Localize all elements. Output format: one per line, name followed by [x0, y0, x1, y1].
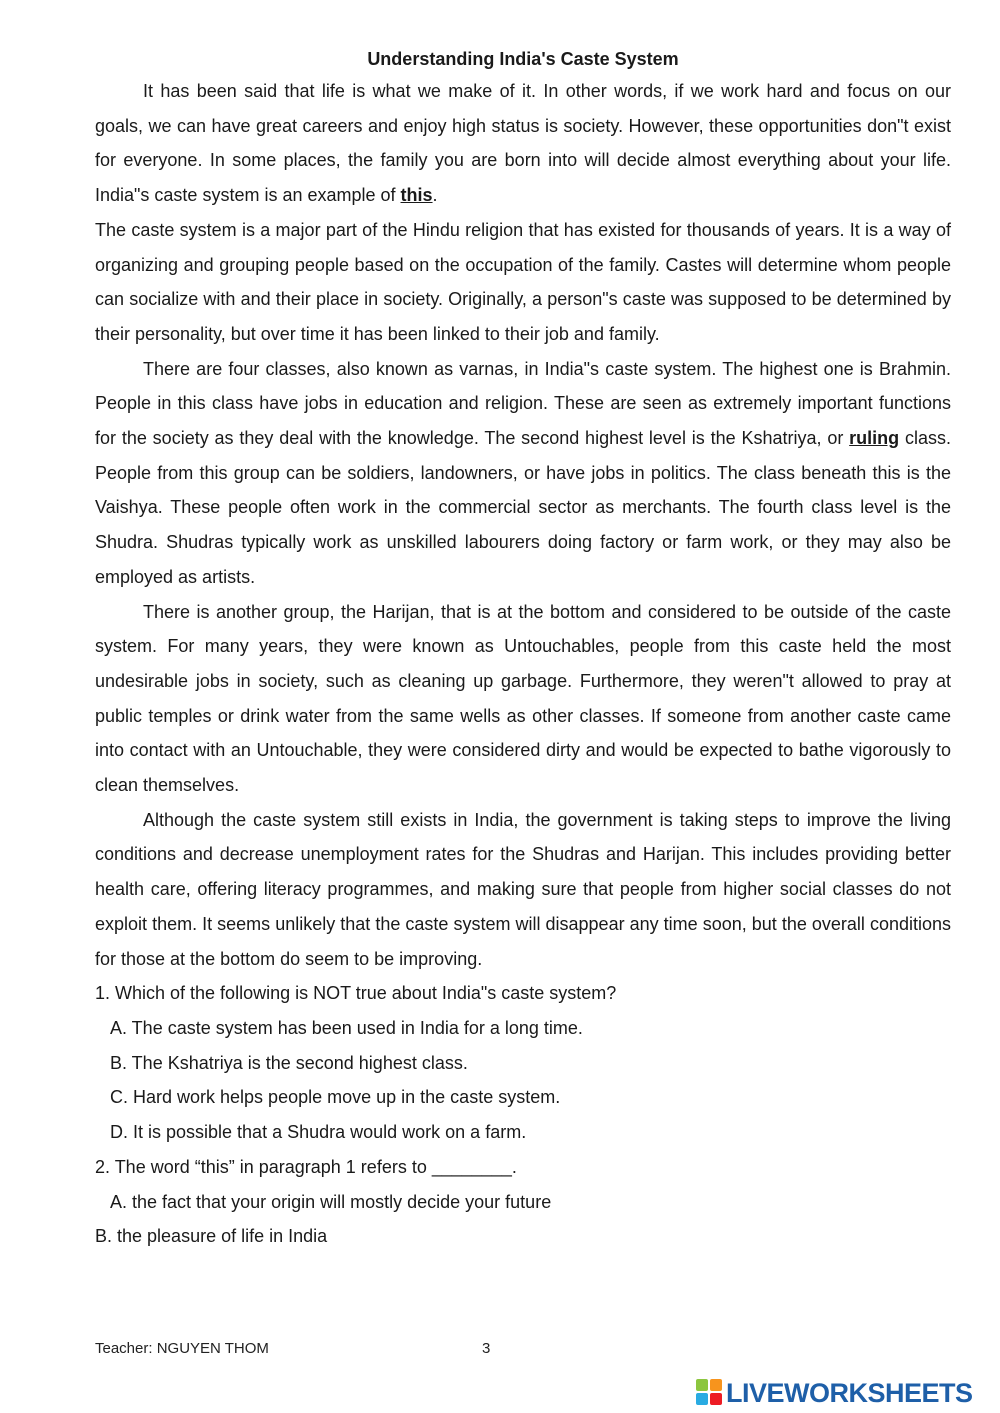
question-1-prompt: 1. Which of the following is NOT true about India"s caste system? [95, 983, 617, 1004]
page-number: 3 [482, 1340, 491, 1357]
worksheet-page [95, 44, 951, 1254]
paragraph-4: There is another group, the Harijan, that is at the bottom and considered to be outside of the caste system. For many years, they were known as Untouchables, people from this caste held the most undesirable jobs in society, such as cleaning up garbage. Furthermore, they weren"t allowed to pray at public temples or drink water from the same wells as other classes. If someone from another caste came into contact with an Untouchable, they were considered dirty and would be expected to bathe vigorously to clean themselves. [95, 601, 951, 796]
paragraph-3-text-after: class. People from this group can be soldiers, landowners, or have jobs in politics. The class beneath this is the Vaishya. These people often work in the commercial sector as merchants. The fourth class level is the Shudra. Shudras typically work as unskilled labourers doing factory or farm work, or they may also be employed as artists. [95, 428, 951, 587]
liveworksheets-wordmark: LIVEWORKSHEETS [726, 1377, 973, 1408]
footer-teacher: Teacher: NGUYEN THOM [95, 1340, 269, 1357]
question-2-option-a[interactable]: A. the fact that your origin will mostly decide your future [110, 1191, 552, 1212]
paragraph-1 [95, 74, 951, 213]
paragraph-2: The caste system is a major part of the Hindu religion that has existed for thousands of years. It is a way of organizing and grouping people based on the occupation of the family. Castes will determine whom people can socialize with and their place in society. Originally, a person"s caste was supposed to be determined by their personality, but over time it has been linked to their job and family. [95, 219, 951, 344]
keyword-this: this [400, 185, 433, 206]
paragraph-5: Although the caste system still exists in India, the government is taking steps to improve the living conditions and decrease unemployment rates for the Shudras and Harijan. This includes providing better health care, offering literacy programmes, and making sure that people from higher social classes do not exploit them. It seems unlikely that the caste system will disappear any time soon, but the overall conditions for those at the bottom do seem to be improving. [95, 809, 951, 969]
paragraph-3-text-before: There are four classes, also known as varnas, in India"s caste system. The highest one is Brahmin. People in this class have jobs in education and religion. These are seen as extremely important functions for the society as they deal with the knowledge. The second highest level is the Kshatriya, or [95, 358, 951, 449]
question-1-option-d[interactable]: D. It is possible that a Shudra would work on a farm. [110, 1122, 527, 1143]
question-2-option-b[interactable]: B. the pleasure of life in India [95, 1226, 328, 1247]
question-1-option-c[interactable]: C. Hard work helps people move up in the caste system. [110, 1087, 561, 1108]
keyword-ruling: ruling [849, 428, 900, 449]
question-1-option-a[interactable]: A. The caste system has been used in India for a long time. [110, 1017, 583, 1038]
liveworksheets-icon [696, 1379, 724, 1407]
paragraph-3 [95, 352, 951, 595]
question-2 [95, 1150, 951, 1254]
question-2-prompt: 2. The word “this” in paragraph 1 refers to ________. [95, 1156, 517, 1177]
document-title: Understanding India's Caste System [367, 49, 679, 69]
liveworksheets-logo[interactable] [696, 1378, 973, 1408]
paragraph-1-text-before: It has been said that life is what we make of it. In other words, if we work hard and focus on our goals, we can have great careers and enjoy high status is society. However, these opportunities don"t exist for everyone. In some places, the family you are born into will decide almost everything about your life. India"s caste system is an example of [95, 81, 951, 206]
paragraph-1-text-after: . [432, 185, 438, 206]
question-1-option-b[interactable]: B. The Kshatriya is the second highest class. [110, 1052, 468, 1073]
question-1 [95, 976, 951, 1150]
